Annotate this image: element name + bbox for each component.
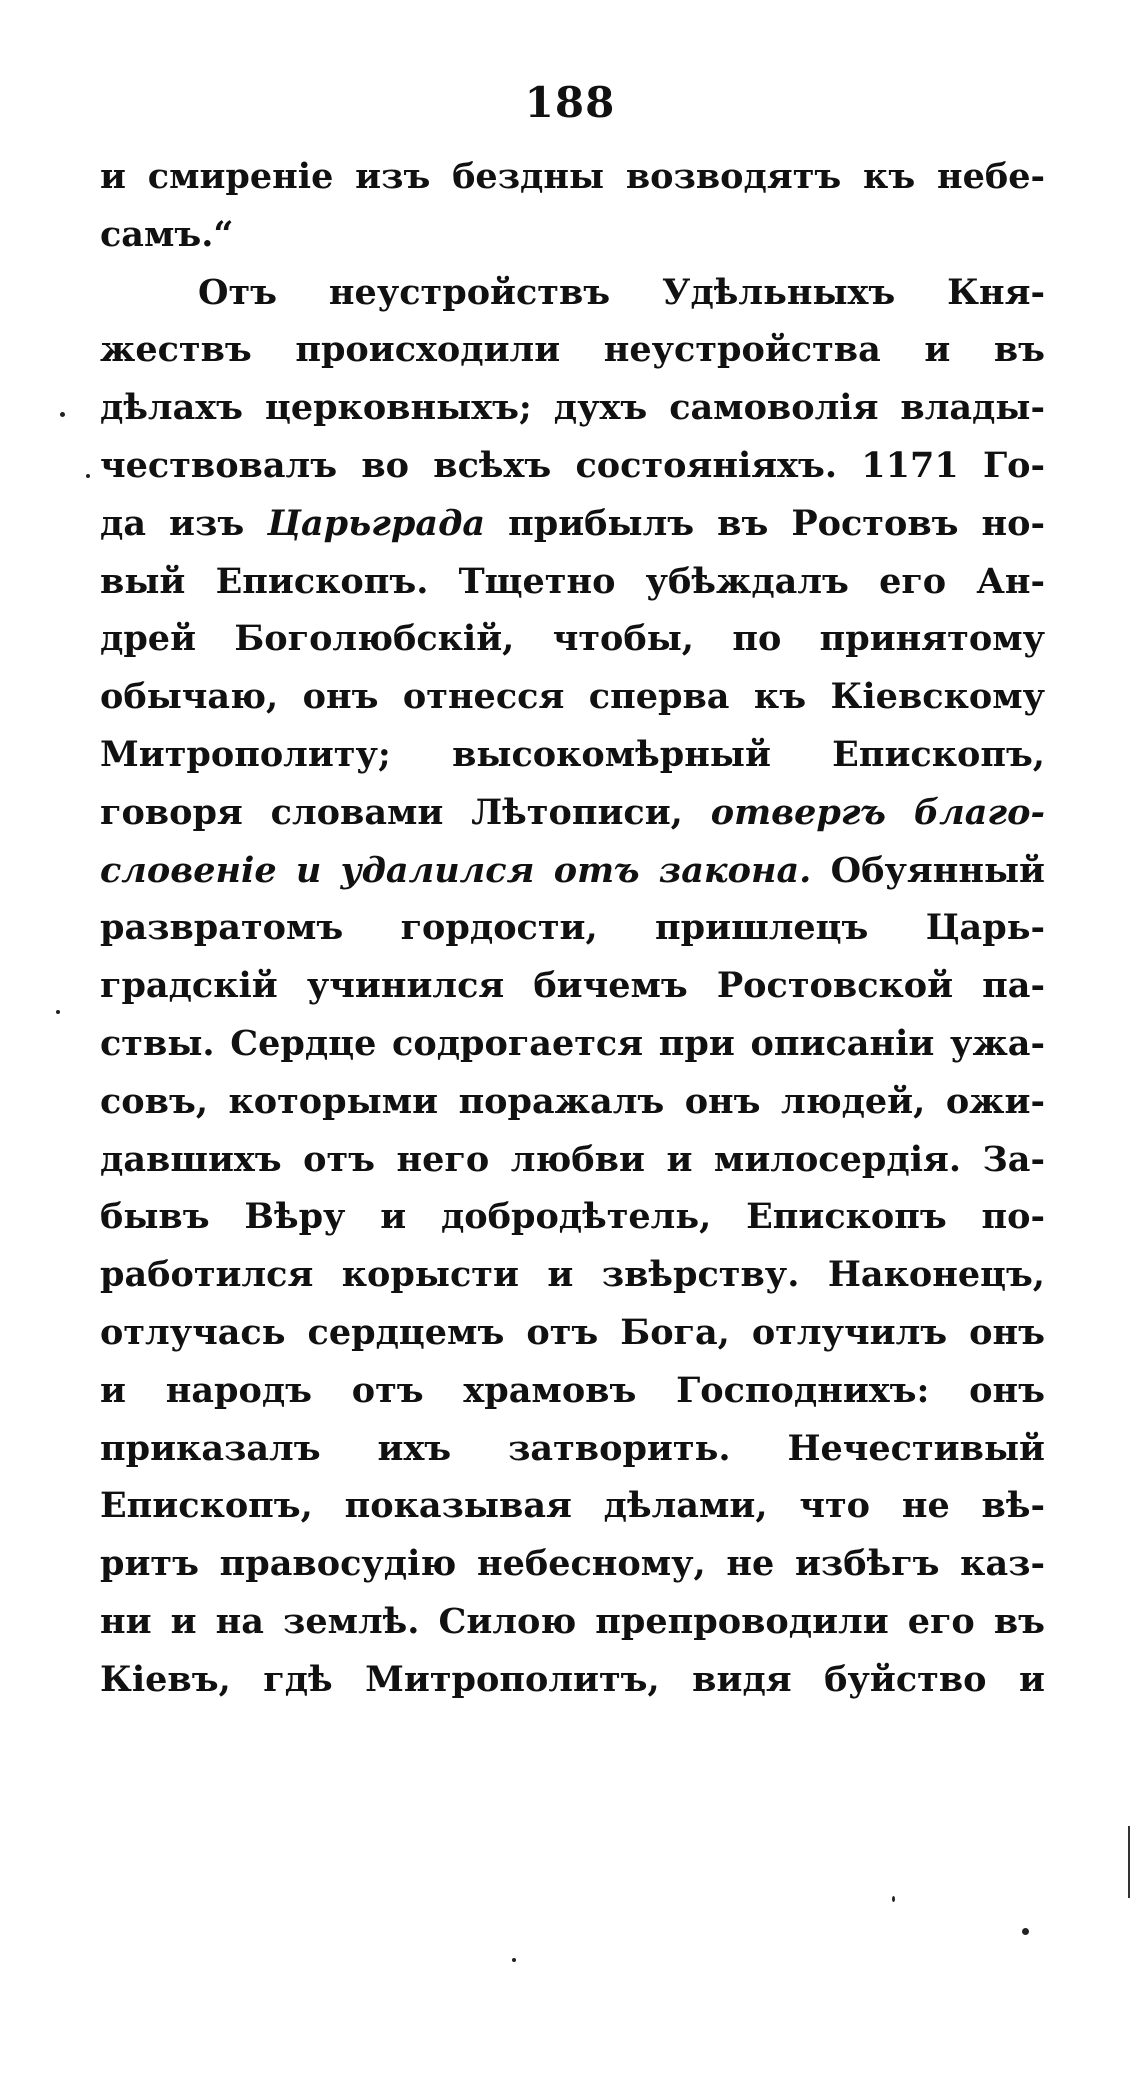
scan-speck (56, 1010, 60, 1014)
page-number: 188 (524, 78, 616, 127)
text-run: развратомъ гордости, пришлецъ Царь- (100, 907, 1045, 949)
text-line (100, 1651, 1045, 1709)
text-run: дѣлахъ церковныхъ; духъ самоволія влады- (100, 387, 1045, 429)
text-line (100, 1015, 1045, 1073)
text-run: и смиреніе изъ бездны возводятъ къ небе- (100, 156, 1045, 197)
text-run: давшихъ отъ него любви и милосердія. За- (100, 1138, 1045, 1180)
text-line (100, 1188, 1045, 1246)
text-run: Епископъ, показывая дѣлами, что не вѣ- (100, 1485, 1045, 1527)
text-run: приказалъ ихъ затворить. Нечестивый (100, 1427, 1045, 1469)
text-line (100, 264, 1045, 322)
text-run: да изъ (100, 502, 268, 544)
text-run: градскій учинился бичемъ Ростовской па- (100, 965, 1045, 1007)
text-run: самъ.“ (100, 213, 234, 255)
text-line (100, 668, 1045, 726)
italic-text: отвергъ благо- (710, 791, 1045, 833)
text-run: ритъ правосудію небесному, не избѣгъ каз- (100, 1543, 1045, 1585)
text-line (100, 1477, 1045, 1535)
scan-edge-mark (1128, 1826, 1130, 1898)
text-line (100, 1362, 1045, 1420)
text-line (100, 842, 1045, 900)
italic-text: словеніе и удалился отъ закона. (100, 849, 812, 891)
text-line (100, 957, 1045, 1015)
text-run: совъ, которыми поражалъ онъ людей, ожи- (100, 1080, 1045, 1122)
text-line (100, 553, 1045, 611)
text-run: Отъ неустройствъ Удѣльныхъ Кня- (198, 271, 1045, 313)
scan-speck (1022, 1928, 1029, 1935)
text-run: прибылъ въ Ростовъ но- (485, 502, 1045, 544)
scan-speck (86, 474, 90, 478)
text-run: дрей Боголюбскій, чтобы, по принятому (100, 618, 1045, 660)
text-line (100, 1304, 1045, 1362)
text-run: ни и на землѣ. Силою препроводили его въ (100, 1600, 1045, 1642)
text-run: отлучась сердцемъ отъ Бога, отлучилъ онъ (100, 1311, 1045, 1353)
text-line (100, 495, 1045, 553)
text-run: Обуянный (811, 849, 1046, 891)
scan-speck (60, 412, 65, 417)
text-line (100, 379, 1045, 437)
text-line (100, 1420, 1045, 1478)
text-line (100, 784, 1045, 842)
text-run: работился корысти и звѣрству. Наконецъ, (100, 1254, 1045, 1296)
body-text (100, 148, 1045, 1709)
text-run: Митрополиту; высокомѣрный Епископъ, (100, 733, 1045, 775)
text-line (100, 1073, 1045, 1131)
text-line (100, 1131, 1045, 1189)
text-line (100, 610, 1045, 668)
text-run: бывъ Вѣру и добродѣтель, Епископъ по- (100, 1196, 1045, 1238)
text-run: ствы. Сердце содрогается при описаніи ужа- (100, 1022, 1045, 1064)
text-line (100, 726, 1045, 784)
scan-speck (892, 1896, 895, 1902)
text-run: говоря словами Лѣтописи, (100, 791, 711, 833)
text-line (100, 899, 1045, 957)
italic-text: Царьграда (267, 502, 486, 544)
text-line (100, 321, 1045, 379)
text-run: обычаю, онъ отнесся сперва къ Кіевскому (100, 676, 1045, 718)
text-run: жествъ происходили неустройства и въ (100, 329, 1045, 371)
text-run: и народъ отъ храмовъ Господнихъ: онъ (100, 1369, 1045, 1411)
text-line (100, 437, 1045, 495)
text-run: вый Епископъ. Тщетно убѣждалъ его Ан- (100, 560, 1045, 602)
text-line (100, 1593, 1045, 1651)
text-line (100, 206, 1045, 264)
text-run: чествовалъ во всѣхъ состояніяхъ. 1171 Го- (100, 444, 1045, 486)
text-line (100, 148, 1045, 206)
text-run: Кіевъ, гдѣ Митрополитъ, видя буйство и (100, 1658, 1045, 1700)
scan-speck (512, 1958, 516, 1962)
text-line (100, 1535, 1045, 1593)
text-line (100, 1246, 1045, 1304)
